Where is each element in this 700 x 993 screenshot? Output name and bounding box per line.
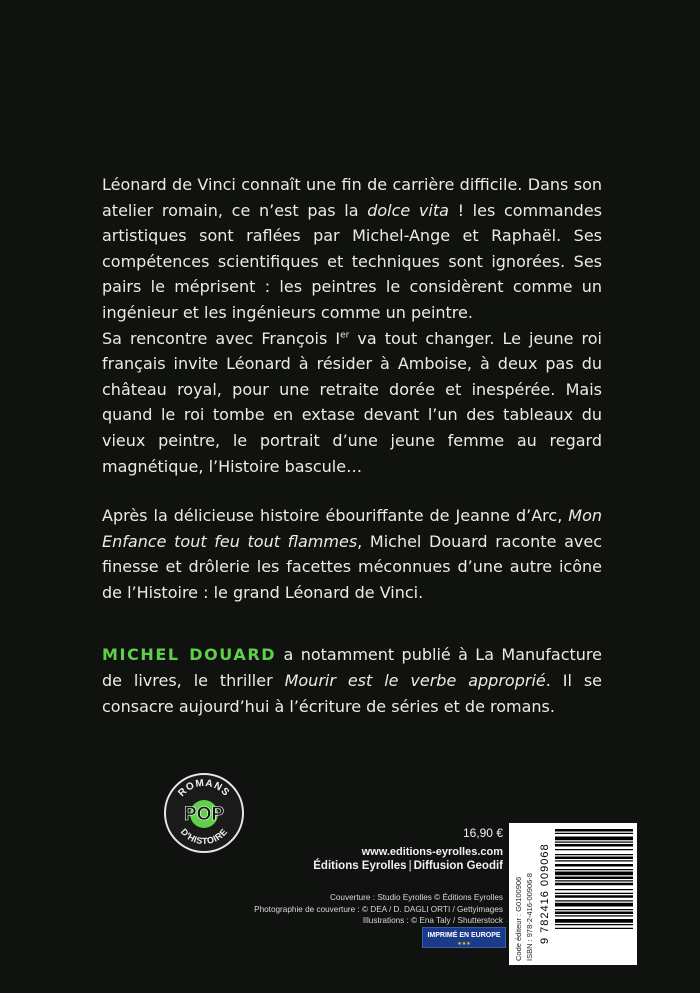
barcode-bar [555, 872, 633, 876]
barcode-bar [555, 900, 633, 901]
price: 16,90 € [462, 826, 503, 840]
blurb-paragraph-2 [102, 326, 602, 480]
europe-badge-stars: ★★★ [457, 941, 471, 947]
blurb-text: Sa rencontre avec François I [102, 328, 341, 348]
barcode-bar [555, 829, 633, 832]
blurb-text: va tout changer. Le jeune roi français invite Léonard à résider à Amboise, à deux pas du château royal, pour une retraite dorée et inespérée. Mais quand le roi tombe en extase devant l’un des tableaux du vieux peintre, le portrait d’une jeune femme au regard magnétique, l’Histoire bascule… [102, 328, 602, 476]
author-bio [102, 642, 602, 720]
barcode-bar [555, 912, 633, 915]
logo-bottom-text: D'HISTOIRE [178, 826, 230, 847]
barcode-bar [555, 903, 633, 907]
blurb-italic-text: dolce vita [367, 200, 449, 220]
barcode-bar [555, 837, 633, 841]
credit-line: Photographie de couverture : © DEA / D. DAGLI ORTI / Gettyimages [254, 904, 503, 914]
barcode-bar [555, 895, 633, 898]
barcode-bar [555, 857, 633, 860]
europe-flag-icon [423, 928, 505, 947]
credit-line: Couverture : Studio Eyrolles © Éditions Eyrolles [329, 893, 503, 902]
barcode-bar [555, 864, 633, 867]
svg-text:ROMANS [176, 778, 231, 799]
publisher-line [313, 860, 503, 872]
barcode-bar [555, 883, 633, 886]
isbn-barcode [509, 823, 637, 965]
printed-in-europe-badge [422, 927, 506, 948]
barcode-bar [555, 889, 633, 890]
barcode-bar [555, 893, 633, 894]
barcode-bar [555, 869, 633, 870]
barcode-bar [555, 915, 633, 916]
logo-pop-text: POP [183, 804, 225, 825]
svg-text:D'HISTOIRE [179, 827, 229, 846]
series-logo-icon [166, 775, 242, 851]
blurb-text: ! les commandes artistiques sont raflées par Michel-Ange et Raphaël. Ses compétences scientifiques et techniques sont ignorées. Ses pairs le méprisent : les peintres le considèrent comme un ingénieur et les ingénieurs comme un peintre. [102, 200, 602, 322]
barcode-codes [513, 827, 537, 961]
publisher-name: Éditions Eyrolles [313, 860, 407, 872]
barcode-bar [555, 909, 633, 910]
blurb-text: Après la délicieuse histoire ébouriffante de Jeanne d’Arc, [102, 506, 569, 526]
logo-top-text: ROMANS [176, 777, 232, 799]
image-credits [254, 892, 503, 927]
publisher-info [313, 826, 503, 872]
isbn-text: ISBN : 978-2-416-00906-8 [525, 873, 534, 961]
publisher-separator: | [408, 860, 412, 872]
blurb-italic-text: Mon Enfance tout feu tout flammes [102, 506, 602, 551]
back-cover-blurb [102, 172, 602, 606]
barcode-bar [555, 924, 633, 925]
romans-pop-histoire-logo [164, 773, 244, 853]
superscript: er [340, 330, 350, 341]
blurb-paragraph-1 [102, 172, 602, 326]
author-text: a notamment publié à La Manufacture de livres, le thriller [102, 645, 603, 690]
barcode-bar [555, 844, 633, 847]
author-text: . Il se consacre aujourd’hui à l’écriture de séries et de romans. [102, 671, 603, 716]
barcode-bar [555, 919, 633, 923]
publisher-code: Code éditeur : G0100906 [514, 876, 523, 961]
blurb-text: Léonard de Vinci connaît une fin de carrière difficile. Dans son atelier romain, ce n’est pas la [102, 175, 602, 220]
barcode-bar [555, 833, 633, 834]
barcode-bar [555, 928, 633, 929]
distributor-name: Diffusion Geodif [413, 860, 503, 872]
europe-badge-label: IMPRIMÉ EN EUROPE [427, 932, 501, 939]
barcode-bars-icon [555, 829, 633, 959]
author-italic-text: Mourir est le verbe approprié [284, 671, 546, 690]
barcode-bar [555, 877, 633, 880]
blurb-text: , Michel Douard raconte avec finesse et drôlerie les facettes méconnues d’une autre icône de l’Histoire : le grand Léonard de Vinci. [102, 531, 602, 602]
barcode-bar [555, 860, 633, 861]
barcode-bar [555, 849, 633, 850]
barcode-bar [555, 854, 633, 855]
author-name: MICHEL DOUARD [102, 645, 277, 664]
blurb-paragraph-3 [102, 503, 602, 605]
barcode-bar [555, 842, 633, 843]
publisher-website: www.editions-eyrolles.com [361, 846, 503, 858]
barcode-bar [555, 880, 633, 881]
barcode-digits: 9 782416 009068 [539, 843, 551, 945]
credit-line: Illustrations : © Ena Taly / Shutterstock [362, 916, 503, 925]
